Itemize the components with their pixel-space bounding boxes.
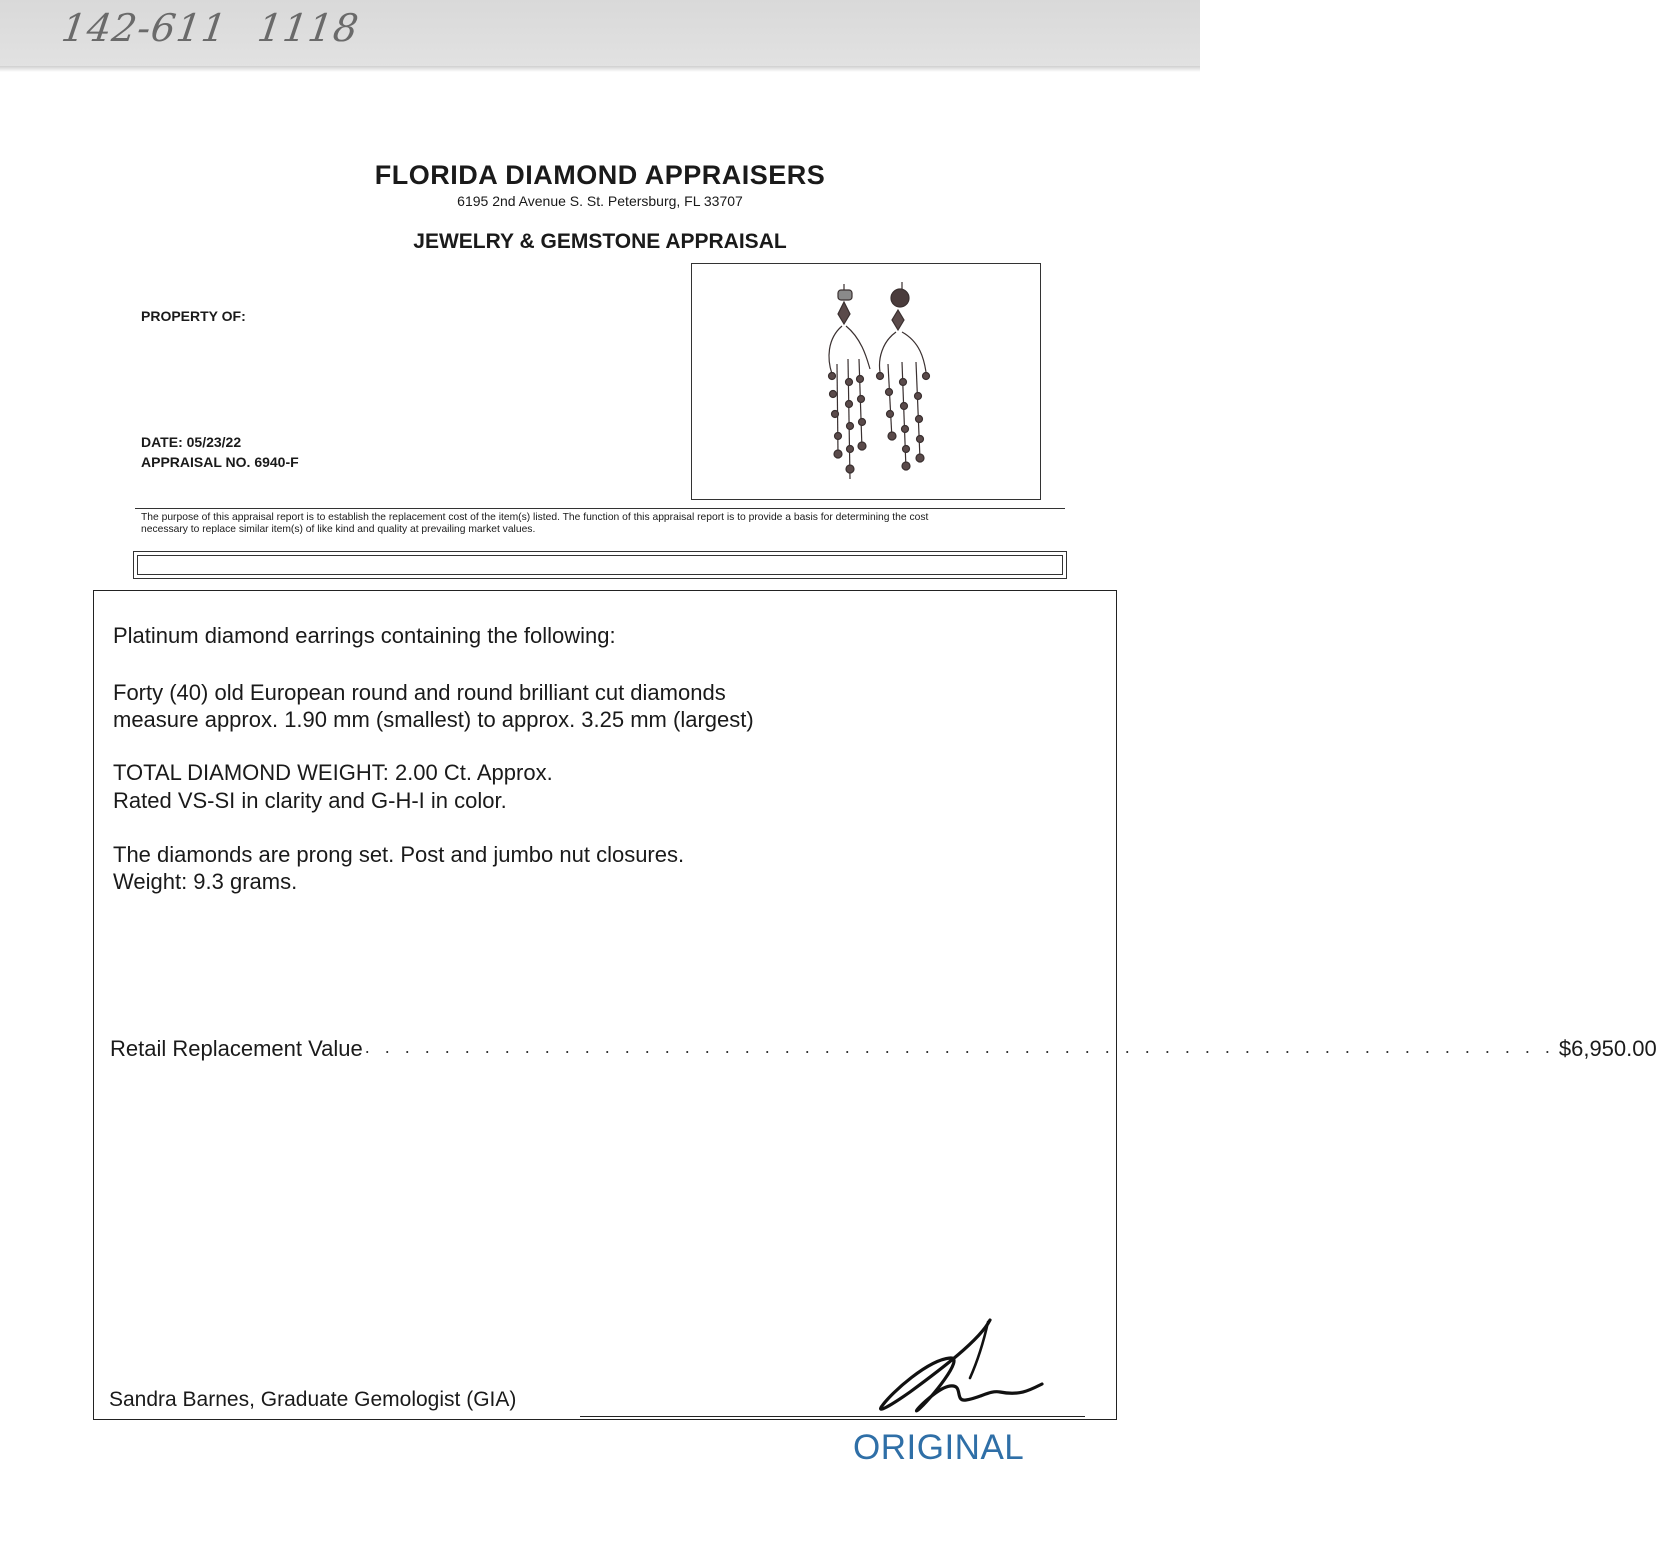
scanner-band-edge xyxy=(0,66,1200,72)
handwritten-signature xyxy=(870,1310,1060,1425)
purpose-top-rule xyxy=(135,508,1065,509)
purpose-statement xyxy=(141,512,1071,536)
description-line-6: The diamonds are prong set. Post and jumbo nut closures. xyxy=(113,842,685,867)
value-label: Retail Replacement Value xyxy=(110,1036,363,1061)
original-stamp: ORIGINAL xyxy=(853,1428,1025,1467)
company-address: 6195 2nd Avenue S. St. Petersburg, FL 33707 xyxy=(457,193,743,209)
signature-icon xyxy=(870,1310,1060,1420)
retail-replacement-value-row xyxy=(110,1030,1657,1062)
double-rule-bar xyxy=(133,551,1067,579)
value-amount: $6,950.00 xyxy=(1558,1036,1657,1061)
handwritten-note-2: 1118 xyxy=(254,6,362,50)
item-photo-frame xyxy=(691,263,1041,500)
property-of-label: PROPERTY OF: xyxy=(141,308,246,324)
date-field: DATE: 05/23/22 xyxy=(141,434,242,450)
earrings-photo-icon xyxy=(692,264,1039,498)
description-line-7: Weight: 9.3 grams. xyxy=(113,869,298,894)
description-line-5: Rated VS-SI in clarity and G-H-I in color. xyxy=(113,788,507,813)
company-name: FLORIDA DIAMOND APPRAISERS xyxy=(374,160,826,190)
appraisal-number-field: APPRAISAL NO. 6940-F xyxy=(141,454,299,470)
appraiser-name: Sandra Barnes, Graduate Gemologist (GIA) xyxy=(109,1388,517,1411)
description-line-4: TOTAL DIAMOND WEIGHT: 2.00 Ct. Approx. xyxy=(113,760,553,785)
handwritten-note-1: 142-611 xyxy=(58,6,230,50)
document-title: JEWELRY & GEMSTONE APPRAISAL xyxy=(413,230,787,253)
description-line-3: measure approx. 1.90 mm (smallest) to approx. 3.25 mm (largest) xyxy=(113,707,754,732)
purpose-line-1: The purpose of this appraisal report is to establish the replacement cost of the item(s) listed. The function of this appraisal report is to provide a basis for determining the cost xyxy=(141,512,929,523)
description-line-1: Platinum diamond earrings containing the following: xyxy=(113,623,616,648)
purpose-line-2: necessary to replace similar item(s) of like kind and quality at prevailing market values. xyxy=(141,524,536,535)
value-leader-dots: . . . . . . . . . . . . . . . . . . . . . . . . . . . . . . . . . . . . . . . . . . . . . . . . . . . . . . . . . . . . xyxy=(364,1037,1555,1057)
description-line-2: Forty (40) old European round and round brilliant cut diamonds xyxy=(113,680,726,705)
